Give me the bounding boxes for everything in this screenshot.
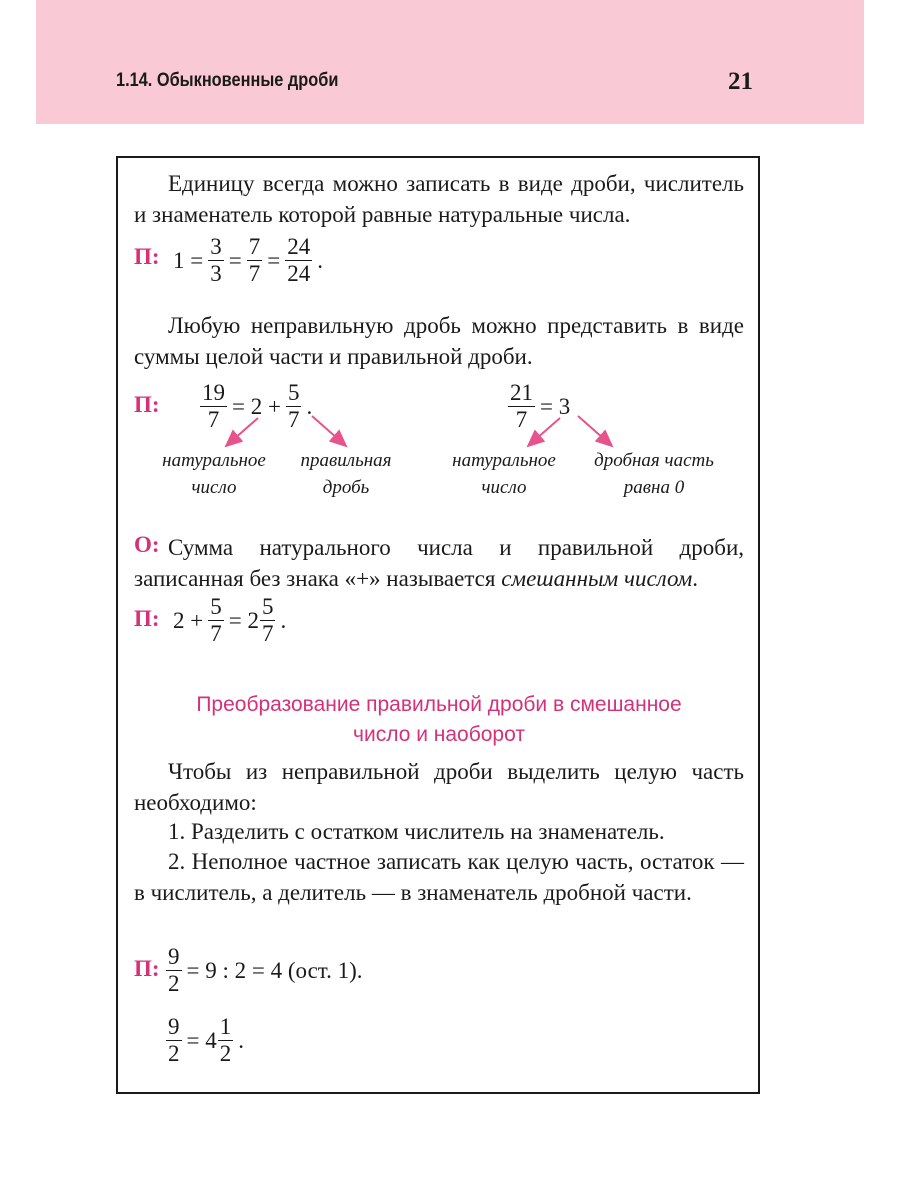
- arrow-right-2: [578, 416, 612, 446]
- example-marker: П:: [134, 244, 160, 269]
- fraction: $\frac{5}{7}$: [261, 594, 274, 646]
- page-number: 21: [728, 68, 753, 95]
- procedure-intro: Чтобы из неправильной дроби выделить целую часть необходимо:: [134, 759, 744, 815]
- note-natural-number: натуральное число: [162, 450, 266, 498]
- fraction: $\frac{24}{24}$: [287, 234, 311, 286]
- example-unit-fractions: 1 = $\frac{3}{3}$ = $\frac{7}{7}$ = $\frac{24}{24}$ .: [173, 234, 323, 286]
- eq-lead: 1 =: [173, 247, 204, 273]
- fraction: $\frac{21}{7}$: [510, 380, 533, 432]
- note-proper-fraction: правильная дробь: [300, 450, 392, 498]
- procedure-step-2: 2. Неполное частное записать как целую часть, остаток — в числитель, а делитель — в знаменатель дробной части.: [134, 849, 744, 905]
- definition-marker: О:: [134, 532, 160, 557]
- example-9-2-division: $\frac{9}{2}$ = 9 : 2 = 4 (ост. 1).: [168, 944, 363, 996]
- arrow-left-2: [312, 416, 346, 446]
- paragraph-unit-as-fraction: Единицу всегда можно записать в виде дроби, числитель и знаменатель которой равные натуральные числа.: [134, 171, 744, 227]
- example-9-2-mixed: $\frac{9}{2}$ = 4 $\frac{1}{2}$ .: [168, 1014, 244, 1066]
- fraction: $\frac{9}{2}$: [168, 944, 180, 996]
- arrow-right-1: [528, 418, 560, 446]
- fraction: $\frac{5}{7}$: [287, 380, 300, 432]
- procedure-step-1: 1. Разделить с остатком числитель на знаменатель.: [168, 819, 665, 844]
- example-mixed-number: 2 + $\frac{5}{7}$ = 2 $\frac{5}{7}$ .: [173, 594, 287, 646]
- example-marker: П:: [134, 606, 160, 631]
- fraction: $\frac{1}{2}$: [219, 1014, 232, 1066]
- fraction: $\frac{9}{2}$: [168, 1014, 180, 1066]
- note-natural-number: натуральное число: [452, 450, 556, 498]
- fraction: $\frac{5}{7}$: [210, 594, 222, 646]
- definition-mixed-number: Сумма натурального числа и правильной дроби, записанная без знака «+» называется смешанным числом.: [134, 535, 744, 591]
- example-marker: П:: [134, 956, 160, 981]
- section-subheading: Преобразование правильной дроби в смешанное число и наоборот: [196, 693, 682, 746]
- fraction: $\frac{19}{7}$: [202, 380, 225, 432]
- paragraph-improper-fraction: Любую неправильную дробь можно представить в виде суммы целой части и правильной дроби.: [134, 313, 744, 369]
- example-marker: П:: [134, 392, 160, 417]
- section-title: 1.14. Обыкновенные дроби: [116, 70, 339, 91]
- arrow-left-1: [226, 418, 258, 446]
- example-19-7: $\frac{19}{7}$ = 2 + $\frac{5}{7}$ .: [202, 380, 313, 432]
- fraction: $\frac{3}{3}$: [210, 234, 222, 286]
- note-fraction-part-zero: дробная часть равна 0: [594, 450, 714, 498]
- fraction: $\frac{7}{7}$: [248, 234, 261, 286]
- example-21-7: $\frac{21}{7}$ = 3: [510, 380, 571, 432]
